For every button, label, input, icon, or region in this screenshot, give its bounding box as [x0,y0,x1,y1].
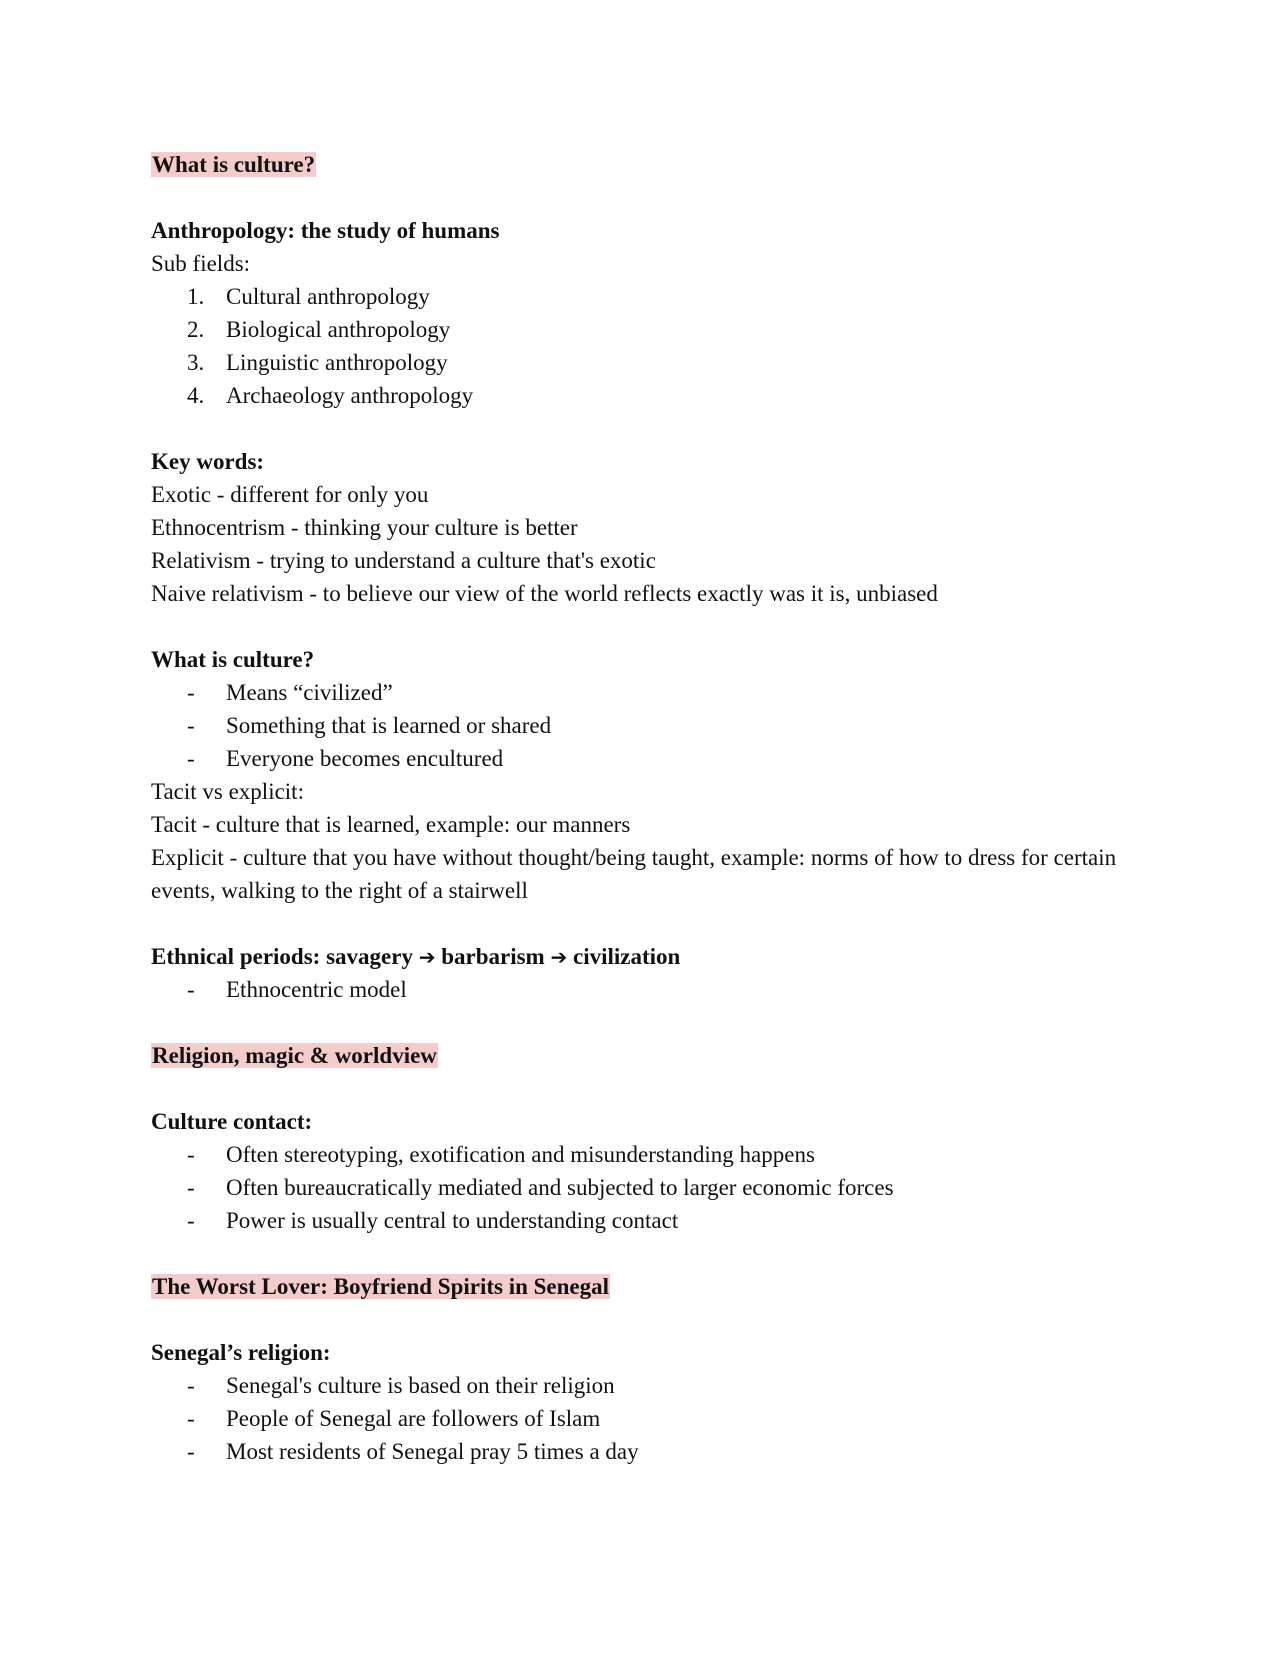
list-item [151,379,1151,412]
bullet-item [151,1402,1151,1435]
bullet-text: Power is usually central to understanding contact [226,1208,679,1233]
spacer [151,610,1151,643]
bullet-item [151,1138,1151,1171]
bullet-text: Most residents of Senegal pray 5 times a day [226,1439,639,1464]
periods-prefix: Ethnical periods: savagery [151,944,413,969]
document-page [151,148,1151,1468]
bullet-item [151,1435,1151,1468]
bullet-marker: - [187,977,195,1002]
ethnical-periods-heading [151,940,1151,973]
bullet-marker: - [187,1208,195,1233]
bullet-marker: - [187,1175,195,1200]
periods-end: civilization [572,944,681,969]
anthropology-heading: Anthropology: the study of humans [151,218,500,243]
tacit-vs-explicit-label: Tacit vs explicit: [151,779,304,804]
keyword-definition: Relativism - trying to understand a culture that's exotic [151,548,656,573]
list-number: 2. [187,317,205,342]
list-item-text: Linguistic anthropology [226,350,448,375]
tacit-definition: Tacit - culture that is learned, example: our manners [151,812,631,837]
arrow-right-icon: ➔ [550,945,568,969]
list-item-text: Biological anthropology [226,317,451,342]
section-title [151,148,1151,181]
bullet-text: Something that is learned or shared [226,713,552,738]
list-number: 3. [187,350,205,375]
bullet-item [151,1369,1151,1402]
spacer [151,1237,1151,1270]
bullet-text: People of Senegal are followers of Islam [226,1406,601,1431]
bullet-text: Often bureaucratically mediated and subjected to larger economic forces [226,1175,894,1200]
senegal-religion-heading: Senegal’s religion: [151,1340,331,1365]
bullet-item [151,742,1151,775]
bullet-marker: - [187,1142,195,1167]
explicit-definition: Explicit - culture that you have without thought/being taught, example: norms of how to dress for certain events, walking to the right of a stairwell [151,845,1117,903]
list-number: 1. [187,284,205,309]
keyword-definition: Exotic - different for only you [151,482,429,507]
spacer [151,412,1151,445]
section-title [151,1270,1151,1303]
bullet-marker: - [187,1373,195,1398]
highlighted-heading: The Worst Lover: Boyfriend Spirits in Senegal [152,1274,610,1299]
culture-heading: What is culture? [151,647,315,672]
list-item [151,313,1151,346]
list-item-text: Cultural anthropology [226,284,430,309]
bullet-marker: - [187,680,195,705]
keyword-definition: Naive relativism - to believe our view of the world reflects exactly was it is, unbiased [151,581,938,606]
bullet-text: Ethnocentric model [226,977,407,1002]
bullet-item [151,1171,1151,1204]
spacer [151,1303,1151,1336]
periods-middle: barbarism [441,944,545,969]
bullet-text: Senegal's culture is based on their religion [226,1373,615,1398]
list-item [151,346,1151,379]
spacer [151,181,1151,214]
subfields-label: Sub fields: [151,251,251,276]
bullet-marker: - [187,746,195,771]
bullet-text: Everyone becomes encultured [226,746,504,771]
keyword-definition: Ethnocentrism - thinking your culture is better [151,515,578,540]
arrow-right-icon: ➔ [418,945,436,969]
list-item [151,280,1151,313]
keywords-heading: Key words: [151,449,265,474]
culture-contact-heading: Culture contact: [151,1109,313,1134]
spacer [151,1006,1151,1039]
bullet-item [151,973,1151,1006]
section-title [151,1039,1151,1072]
highlighted-heading: What is culture? [152,152,316,177]
bullet-marker: - [187,713,195,738]
bullet-item [151,676,1151,709]
bullet-item [151,1204,1151,1237]
bullet-item [151,709,1151,742]
bullet-text: Means “civilized” [226,680,393,705]
list-item-text: Archaeology anthropology [226,383,474,408]
spacer [151,907,1151,940]
spacer [151,1072,1151,1105]
list-number: 4. [187,383,205,408]
highlighted-heading: Religion, magic & worldview [152,1043,437,1068]
bullet-marker: - [187,1439,195,1464]
bullet-text: Often stereotyping, exotification and misunderstanding happens [226,1142,815,1167]
bullet-marker: - [187,1406,195,1431]
